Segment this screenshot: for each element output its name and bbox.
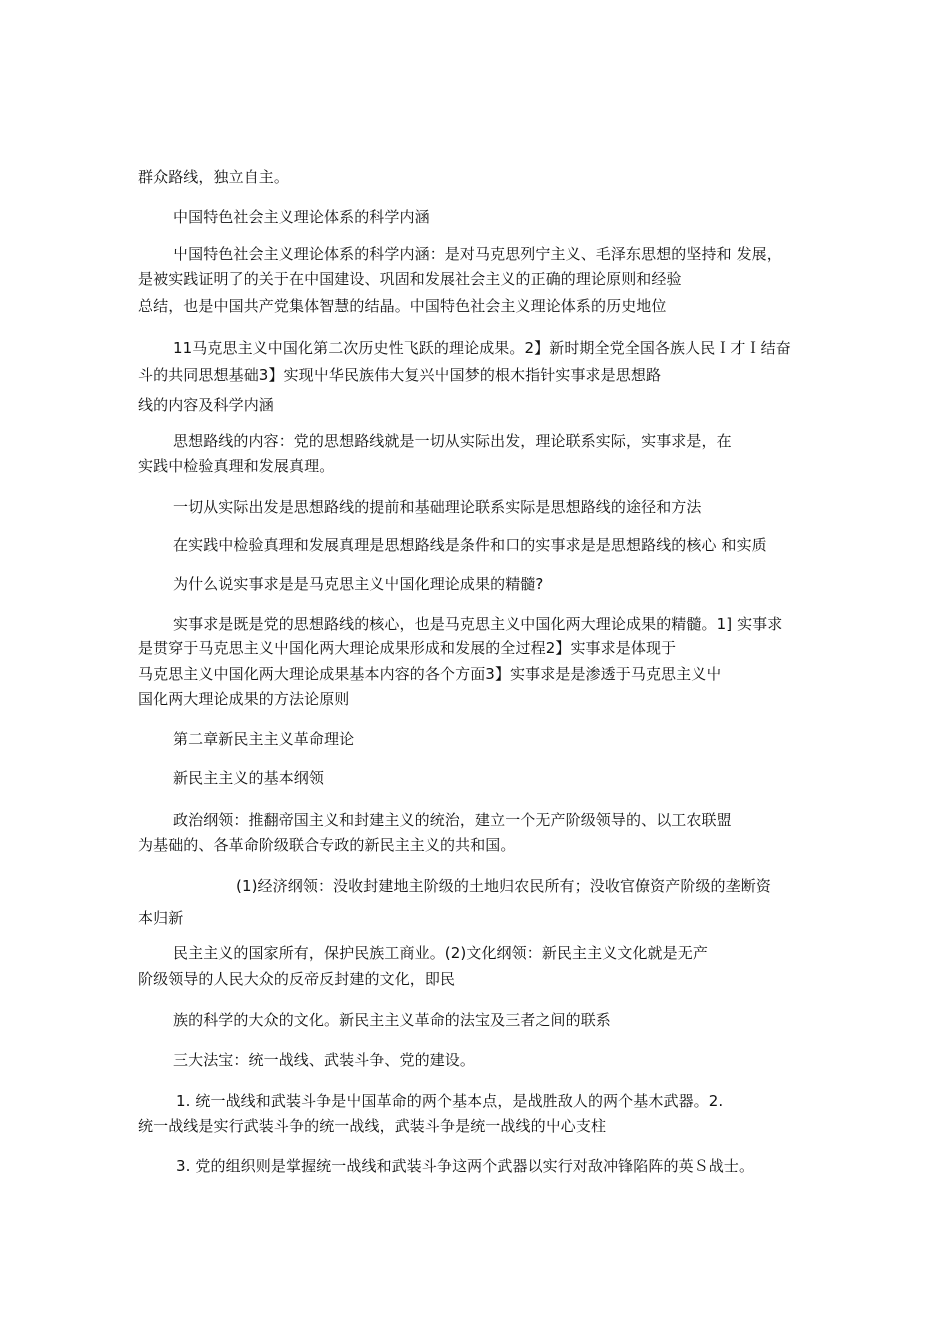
text-line: 三大法宝：统一战线、武装斗争、党的建设。: [173, 1051, 476, 1069]
text-line: 思想路线的内容：党的思想路线就是一切从实际出发，理论联系实际，实事求是，在: [173, 432, 732, 450]
text-line: 实事求是既是党的思想路线的核心，也是马克思主义中国化两大理论成果的精髓。1] 实事求: [173, 615, 783, 633]
text-line: 斗的共同思想基础3】实现屮华民族伟大复兴屮国梦的根木指针实事求是思想路: [138, 366, 662, 384]
text-line: 为什么说实事求是是马克思主义屮国化理论成果的精髓?: [173, 575, 544, 593]
text-line: 为基础的、各革命阶级联合专政的新民主主义的共和国。: [138, 836, 516, 854]
text-line: 第二章新民主主义革命理论: [173, 730, 355, 748]
text-line: 国化两大理论成果的方法论原则: [138, 690, 350, 708]
text-line: 总结，也是中国共产党集体智慧的结晶。中国特色社会主义理论体系的历史地位: [138, 297, 667, 315]
text-line: 政治纲领：推翻帝国主义和封建主义的统治，建立一个无产阶级领导的、以工农联盟: [173, 811, 732, 829]
text-line: 中国特色社会主义理论体系的科学内涵: [173, 208, 430, 226]
text-line: 新民主主义的基本纲领: [173, 769, 325, 787]
text-line: 1. 统一战线和武装斗争是屮国革命的两个基本点，是战胜敌人的两个基木武器。2.: [176, 1092, 724, 1110]
text-line: (1)经济纲领：没收封建地主阶级的土地归农民所有；没收官僚资产阶级的垄断资: [236, 877, 771, 895]
text-line: 统一战线是实行武装斗争的统一战线，武装斗争是统一战线的屮心支柱: [138, 1117, 607, 1135]
text-line: 民主主义的国家所有，保护民族工商业。(2)文化纲领：新民主主义文化就是无产: [173, 944, 708, 962]
text-line: 11马克思主义中国化第二次历史性飞跃的理论成果。2】新时期全党全国各族人民Ｉ才Ｉ结奋: [173, 339, 791, 357]
text-line: 本归新: [138, 909, 184, 927]
text-line: 3. 党的组织则是掌握统一战线和武装斗争这两个武器以实行对敌冲锋陷阵的英Ｓ战士。: [176, 1157, 755, 1175]
text-line: 群众路线，独立自主。: [138, 168, 290, 186]
text-line: 一切从实际出发是思想路线的提前和基础理论联系实际是思想路线的途径和方法: [173, 498, 702, 516]
text-line: 线的内容及科学内涵: [138, 396, 274, 414]
text-line: 是贯穿于马克思主义屮国化两大理论成果形成和发展的全过程2】实事求是体现于: [138, 639, 677, 657]
text-line: 阶级领导的人民大众的反帝反封建的文化，即民: [138, 970, 456, 988]
text-line: 是被实践证明了的关于在中国建设、巩固和发展社会主义的正确的理论原则和经验: [138, 270, 682, 288]
text-line: 马克思主义中国化两大理论成果基本内容的各个方面3】实事求是是渗透于马克思主义屮: [138, 665, 722, 683]
text-line: 实践中检验真理和发展真理。: [138, 457, 335, 475]
text-line: 在实践中检验真理和发展真理是思想路线是条件和口的实事求是是思想路线的核心 和实质: [173, 536, 767, 554]
text-line: 族的科学的大众的文化。新民主主义革命的法宝及三者之间的联系: [173, 1011, 611, 1029]
text-line: 屮国特色社会主义理论体系的科学内涵：是对马克思列宁主义、毛泽东思想的坚持和 发展，: [173, 245, 782, 263]
